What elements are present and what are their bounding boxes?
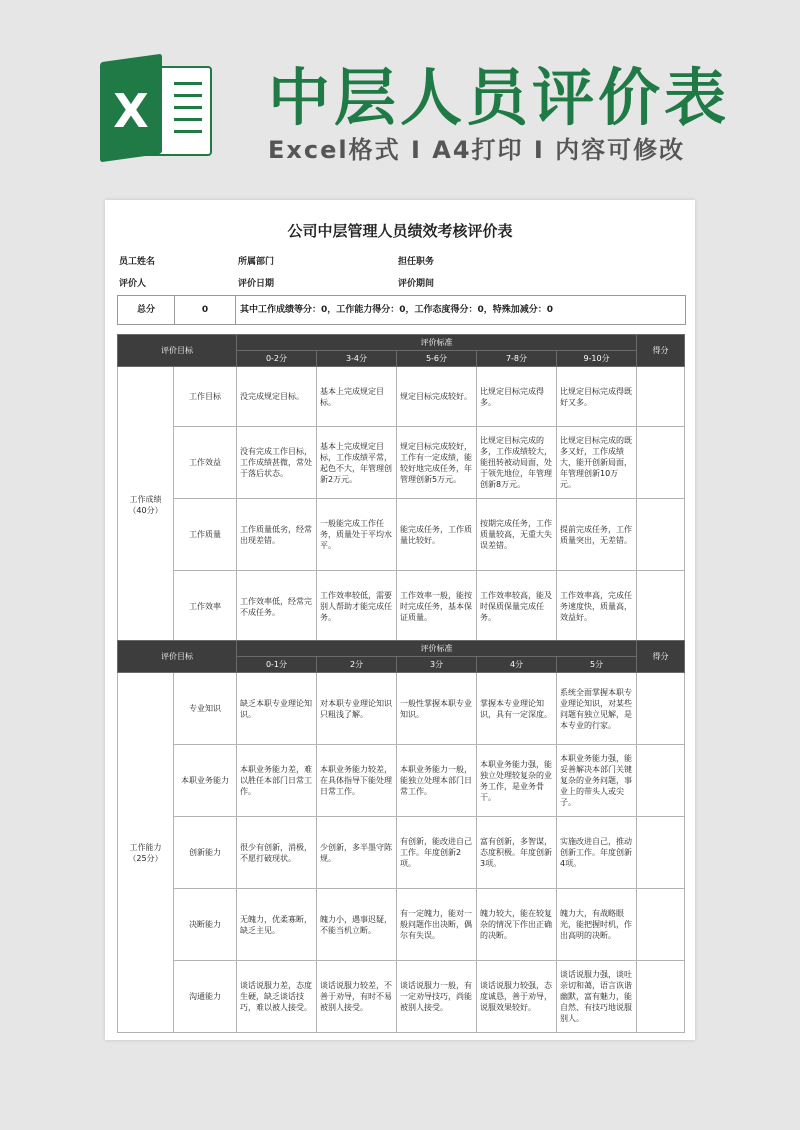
table-row	[118, 367, 685, 427]
criteria-cell: 富有创新，多智谋，态度积极。年度创新3项。	[477, 817, 557, 889]
criteria-cell: 谈话说服力强，谈吐亲切和蔼，语言诙谐幽默，富有魅力，能自然、有技巧地说服别人。	[557, 961, 637, 1033]
criteria-cell: 本职业务能力强，能独立处理较复杂的业务工作，是业务骨干。	[477, 745, 557, 817]
criteria-cell: 没完成规定目标。	[237, 367, 317, 427]
category-cell	[118, 367, 174, 643]
criteria-cell: 魄力大，有战略眼光，能把握时机，作出高明的决断。	[557, 889, 637, 961]
header-score: 得分	[637, 335, 685, 367]
level-header: 2分	[317, 657, 397, 673]
item-name: 工作目标	[174, 367, 237, 427]
table-header-row	[118, 335, 685, 351]
table-row	[118, 817, 685, 889]
level-header: 3-4分	[317, 351, 397, 367]
department-label: 所属部门	[238, 257, 275, 267]
header-standard: 评价标准	[237, 641, 637, 657]
category-cell	[118, 673, 174, 1033]
criteria-cell: 规定目标完成较好。	[397, 367, 477, 427]
banner-subtitle: Excel格式 I A4打印 I 内容可修改	[268, 136, 686, 164]
level-header: 3分	[397, 657, 477, 673]
item-name: 专业知识	[174, 673, 237, 745]
criteria-cell: 系统全面掌握本职专业理论知识，对某些问题有独立见解，是本专业的行家。	[557, 673, 637, 745]
level-header: 5分	[557, 657, 637, 673]
score-input[interactable]	[637, 427, 685, 499]
criteria-cell: 工作效率高，完成任务速度快，质量高，效益好。	[557, 571, 637, 643]
criteria-cell: 少创新，多半墨守陈规。	[317, 817, 397, 889]
criteria-cell: 一般性掌握本职专业知识。	[397, 673, 477, 745]
level-header: 0-2分	[237, 351, 317, 367]
table-row	[118, 889, 685, 961]
score-input[interactable]	[637, 673, 685, 745]
score-input[interactable]	[637, 817, 685, 889]
table-header-row	[118, 641, 685, 657]
category-name: 工作成绩	[129, 494, 162, 504]
criteria-cell: 有一定魄力，能对一般问题作出决断，偶尔有失误。	[397, 889, 477, 961]
header-standard: 评价标准	[237, 335, 637, 351]
level-header: 4分	[477, 657, 557, 673]
criteria-cell: 对本职专业理论知识只粗浅了解。	[317, 673, 397, 745]
criteria-cell: 比规定目标完成得既好又多。	[557, 367, 637, 427]
item-name: 本职业务能力	[174, 745, 237, 817]
criteria-cell: 按期完成任务，工作质量较高，无重大失误差错。	[477, 499, 557, 571]
banner-title: 中层人员评价表	[268, 61, 731, 134]
criteria-cell: 无魄力，优柔寡断，缺乏主见。	[237, 889, 317, 961]
criteria-cell: 缺乏本职专业理论知识。	[237, 673, 317, 745]
level-header: 0-1分	[237, 657, 317, 673]
item-name: 工作效益	[174, 427, 237, 499]
criteria-cell: 工作效率低，经常完不成任务。	[237, 571, 317, 643]
criteria-cell: 能完成任务，工作质量比较好。	[397, 499, 477, 571]
category-points: （40分）	[128, 505, 163, 515]
criteria-cell: 谈话说服力较差，不善于劝导，有时不易被别人接受。	[317, 961, 397, 1033]
criteria-cell: 很少有创新，消极，不愿打破现状。	[237, 817, 317, 889]
criteria-cell: 提前完成任务，工作质量突出，无差错。	[557, 499, 637, 571]
criteria-cell: 本职业务能力强，能妥善解决本部门关键复杂的业务问题，事业上的带头人或尖子。	[557, 745, 637, 817]
criteria-cell: 本职业务能力差，难以胜任本部门日常工作。	[237, 745, 317, 817]
employee-name-label: 员工姓名	[119, 257, 156, 267]
score-input[interactable]	[637, 499, 685, 571]
criteria-cell: 工作效率一般，能按时完成任务，基本保证质量。	[397, 571, 477, 643]
criteria-cell: 有创新，能改进自己工作。年度创新2项。	[397, 817, 477, 889]
criteria-cell: 谈话说服力较强，态度诚恳，善于劝导，说服效果较好。	[477, 961, 557, 1033]
table-row	[118, 499, 685, 571]
criteria-cell: 实施改进自己，推动创新工作。年度创新4项。	[557, 817, 637, 889]
level-header: 7-8分	[477, 351, 557, 367]
criteria-cell: 工作质量低劣，经常出现差错。	[237, 499, 317, 571]
score-input[interactable]	[637, 961, 685, 1033]
table-row	[118, 673, 685, 745]
document-title: 公司中层管理人员绩效考核评价表	[287, 222, 513, 240]
score-input[interactable]	[637, 889, 685, 961]
table-row	[118, 427, 685, 499]
work-results-table	[117, 334, 685, 643]
score-input[interactable]	[637, 367, 685, 427]
work-ability-table	[117, 640, 685, 1033]
criteria-cell: 工作效率较低，需要别人帮助才能完成任务。	[317, 571, 397, 643]
item-name: 创新能力	[174, 817, 237, 889]
level-header: 9-10分	[557, 351, 637, 367]
eval-date-label: 评价日期	[238, 279, 275, 289]
total-value: 0	[175, 296, 236, 324]
score-input[interactable]	[637, 571, 685, 643]
criteria-cell: 谈话说服力一般，有一定劝导技巧，尚能被别人接受。	[397, 961, 477, 1033]
category-name: 工作能力	[129, 842, 162, 852]
logo-letter: X	[113, 84, 149, 138]
criteria-cell: 工作效率较高，能及时保质保量完成任务。	[477, 571, 557, 643]
item-name: 沟通能力	[174, 961, 237, 1033]
item-name: 工作质量	[174, 499, 237, 571]
header-banner	[0, 0, 800, 195]
criteria-cell: 比规定目标完成的既多又好，工作成绩大，能开创新局面，年管理创新10万元。	[557, 427, 637, 499]
criteria-cell: 基本上完成规定目标，工作成绩平常，起色不大，年管理创新2万元。	[317, 427, 397, 499]
score-breakdown: 其中工作成绩等分：0，工作能力得分：0，工作态度得分：0，特殊加减分：0	[240, 305, 554, 315]
criteria-cell: 掌握本专业理论知识，具有一定深度。	[477, 673, 557, 745]
level-header: 5-6分	[397, 351, 477, 367]
criteria-cell: 一般能完成工作任务，质量处于平均水平。	[317, 499, 397, 571]
item-name: 工作效率	[174, 571, 237, 643]
excel-logo-icon	[100, 58, 210, 158]
logo-tag	[100, 54, 162, 163]
header-score: 得分	[637, 641, 685, 673]
evaluation-document	[105, 200, 695, 1040]
criteria-cell: 没有完成工作目标，工作成绩甚微，常处于落后状态。	[237, 427, 317, 499]
criteria-cell: 比规定目标完成得多。	[477, 367, 557, 427]
evaluator-label: 评价人	[119, 279, 147, 289]
item-name: 决断能力	[174, 889, 237, 961]
criteria-cell: 魄力较大，能在较复杂的情况下作出正确的决断。	[477, 889, 557, 961]
criteria-cell: 谈话说服力差，态度生硬，缺乏谈话技巧，难以被人接受。	[237, 961, 317, 1033]
criteria-cell: 魄力小，遇事迟疑，不能当机立断。	[317, 889, 397, 961]
total-label: 总分	[118, 296, 175, 324]
criteria-cell: 比规定目标完成的多，工作成绩较大，能扭转被动局面，处于领先地位，年管理创新8万元。	[477, 427, 557, 499]
table-row	[118, 745, 685, 817]
score-summary	[117, 295, 686, 325]
criteria-cell: 本职业务能力较差，在具体指导下能处理日常工作。	[317, 745, 397, 817]
criteria-cell: 基本上完成规定目标。	[317, 367, 397, 427]
header-target: 评价目标	[118, 335, 237, 367]
header-target: 评价目标	[118, 641, 237, 673]
table-row	[118, 961, 685, 1033]
eval-period-label: 评价期间	[398, 279, 435, 289]
table-row	[118, 571, 685, 643]
criteria-cell: 规定目标完成较好，工作有一定成绩，能较好地完成任务，年管理创新5万元。	[397, 427, 477, 499]
criteria-cell: 本职业务能力一般，能独立处理本部门日常工作。	[397, 745, 477, 817]
score-input[interactable]	[637, 745, 685, 817]
position-label: 担任职务	[398, 257, 435, 267]
category-points: （25分）	[128, 853, 163, 863]
